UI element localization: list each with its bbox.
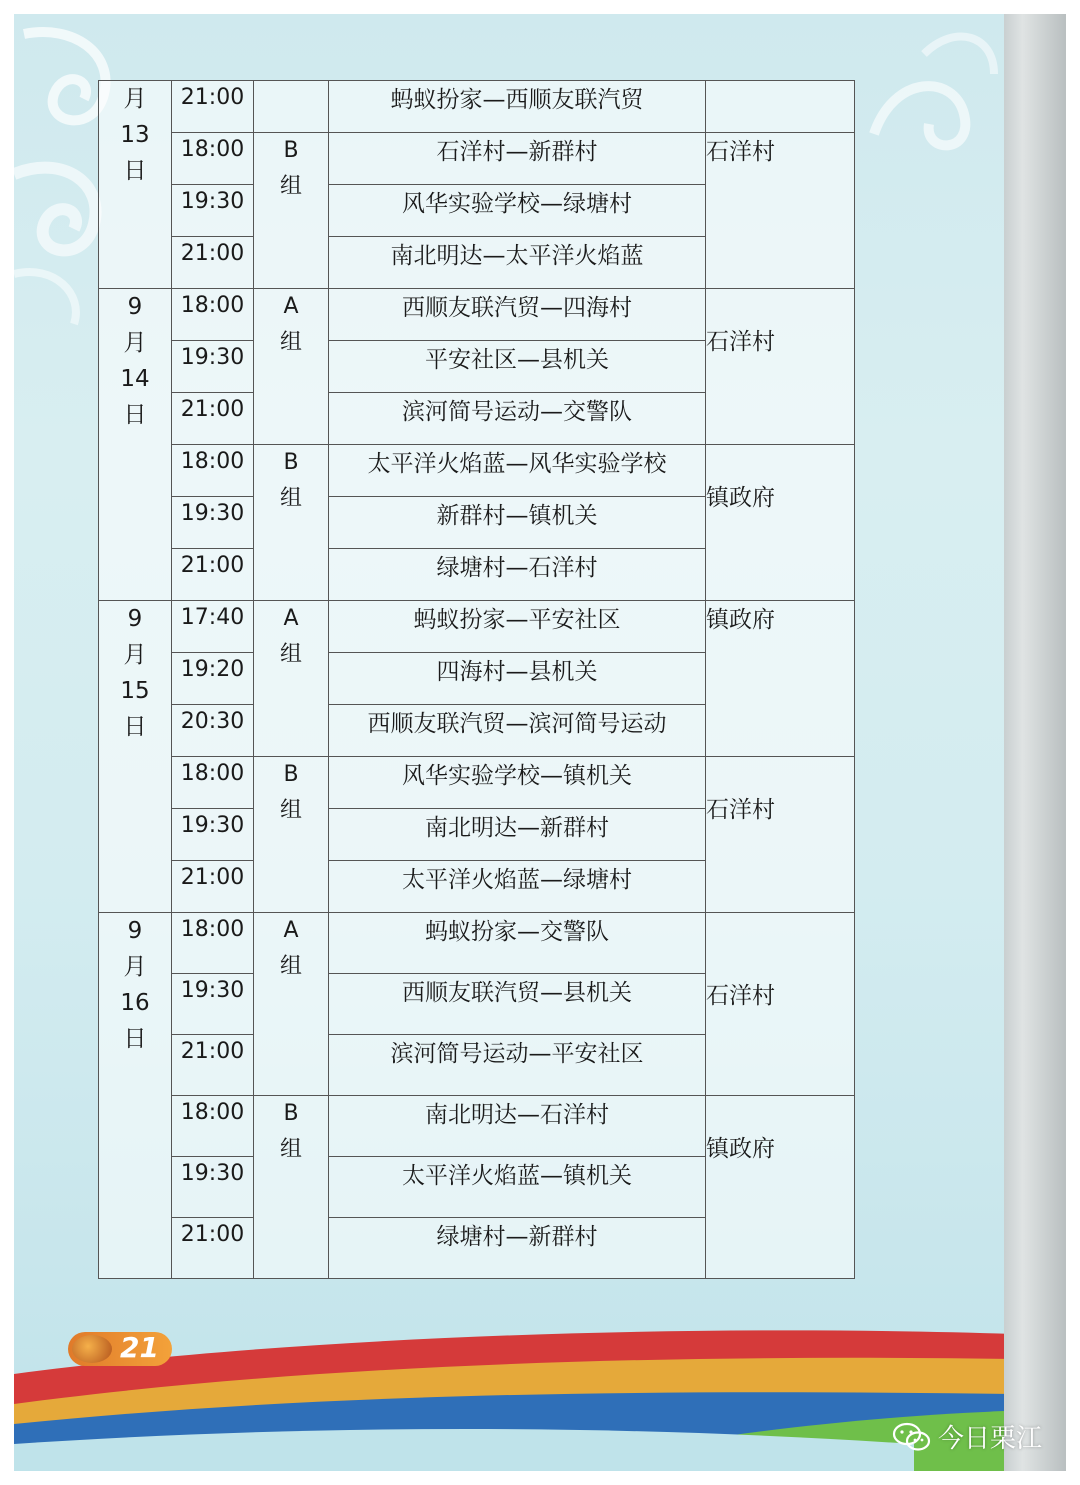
table-row — [99, 81, 855, 133]
match-cell: 新群村—镇机关 — [329, 497, 706, 549]
time-cell: 21:00 — [172, 861, 254, 913]
match-cell: 太平洋火焰蓝—风华实验学校 — [329, 445, 706, 497]
match-cell: 石洋村—新群村 — [329, 133, 706, 185]
time-cell: 18:00 — [172, 445, 254, 497]
table-row — [99, 757, 855, 809]
table-row — [99, 913, 855, 974]
time-cell: 21:00 — [172, 81, 254, 133]
time-cell: 19:30 — [172, 341, 254, 393]
book-spine — [1004, 14, 1066, 1471]
time-cell: 20:30 — [172, 705, 254, 757]
time-cell: 21:00 — [172, 1218, 254, 1279]
time-cell: 19:30 — [172, 185, 254, 237]
table-row — [99, 1096, 855, 1157]
match-cell: 蚂蚁扮家—交警队 — [329, 913, 706, 974]
match-cell: 南北明达—石洋村 — [329, 1096, 706, 1157]
watermark-text: 今日栗江 — [938, 1424, 1043, 1454]
match-cell: 太平洋火焰蓝—绿塘村 — [329, 861, 706, 913]
time-cell: 19:30 — [172, 1157, 254, 1218]
time-cell: 19:20 — [172, 653, 254, 705]
group-cell: A 组 — [254, 601, 329, 757]
group-cell: A 组 — [254, 289, 329, 445]
group-cell: A 组 — [254, 913, 329, 1096]
venue-cell: 镇政府 — [706, 445, 855, 601]
time-cell: 18:00 — [172, 913, 254, 974]
table-row — [99, 445, 855, 497]
date-cell: 9 月 15 日 — [99, 601, 172, 913]
match-cell: 滨河简号运动—平安社区 — [329, 1035, 706, 1096]
table-row — [99, 133, 855, 185]
time-cell: 18:00 — [172, 289, 254, 341]
match-cell: 绿塘村—石洋村 — [329, 549, 706, 601]
match-cell: 蚂蚁扮家—平安社区 — [329, 601, 706, 653]
group-cell: B 组 — [254, 445, 329, 601]
time-cell: 18:00 — [172, 1096, 254, 1157]
match-cell: 风华实验学校—镇机关 — [329, 757, 706, 809]
group-cell — [254, 81, 329, 133]
time-cell: 17:40 — [172, 601, 254, 653]
venue-cell: 镇政府 — [706, 601, 855, 757]
time-cell: 18:00 — [172, 757, 254, 809]
time-cell: 19:30 — [172, 809, 254, 861]
date-cell: 9 月 16 日 — [99, 913, 172, 1279]
match-schedule-table — [98, 80, 855, 1279]
match-cell: 西顺友联汽贸—四海村 — [329, 289, 706, 341]
venue-cell: 石洋村 — [706, 289, 855, 445]
group-cell: B 组 — [254, 757, 329, 913]
match-cell: 绿塘村—新群村 — [329, 1218, 706, 1279]
match-cell: 滨河简号运动—交警队 — [329, 393, 706, 445]
venue-cell: 石洋村 — [706, 133, 855, 289]
match-cell: 南北明达—太平洋火焰蓝 — [329, 237, 706, 289]
match-cell: 西顺友联汽贸—滨河简号运动 — [329, 705, 706, 757]
venue-cell — [706, 81, 855, 133]
venue-cell: 石洋村 — [706, 913, 855, 1096]
wechat-icon — [892, 1422, 932, 1452]
match-cell: 平安社区—县机关 — [329, 341, 706, 393]
group-cell: B 组 — [254, 1096, 329, 1279]
match-cell: 南北明达—新群村 — [329, 809, 706, 861]
cloud-swirl-decoration-right — [864, 14, 1004, 174]
venue-cell: 镇政府 — [706, 1096, 855, 1279]
table-row — [99, 601, 855, 653]
time-cell: 21:00 — [172, 237, 254, 289]
match-cell: 西顺友联汽贸—县机关 — [329, 974, 706, 1035]
match-cell: 风华实验学校—绿塘村 — [329, 185, 706, 237]
match-cell: 太平洋火焰蓝—镇机关 — [329, 1157, 706, 1218]
date-cell: 月 13 日 — [99, 81, 172, 289]
watermark — [892, 1418, 1042, 1455]
time-cell: 21:00 — [172, 549, 254, 601]
basketball-icon — [72, 1335, 112, 1363]
date-cell: 9 月 14 日 — [99, 289, 172, 601]
venue-cell: 石洋村 — [706, 757, 855, 913]
time-cell: 19:30 — [172, 974, 254, 1035]
table-row — [99, 289, 855, 341]
time-cell: 21:00 — [172, 1035, 254, 1096]
match-cell: 蚂蚁扮家—西顺友联汽贸 — [329, 81, 706, 133]
page-number: 21 — [120, 1331, 159, 1364]
match-cell: 四海村—县机关 — [329, 653, 706, 705]
time-cell: 18:00 — [172, 133, 254, 185]
time-cell: 21:00 — [172, 393, 254, 445]
group-cell: B 组 — [254, 133, 329, 289]
time-cell: 19:30 — [172, 497, 254, 549]
